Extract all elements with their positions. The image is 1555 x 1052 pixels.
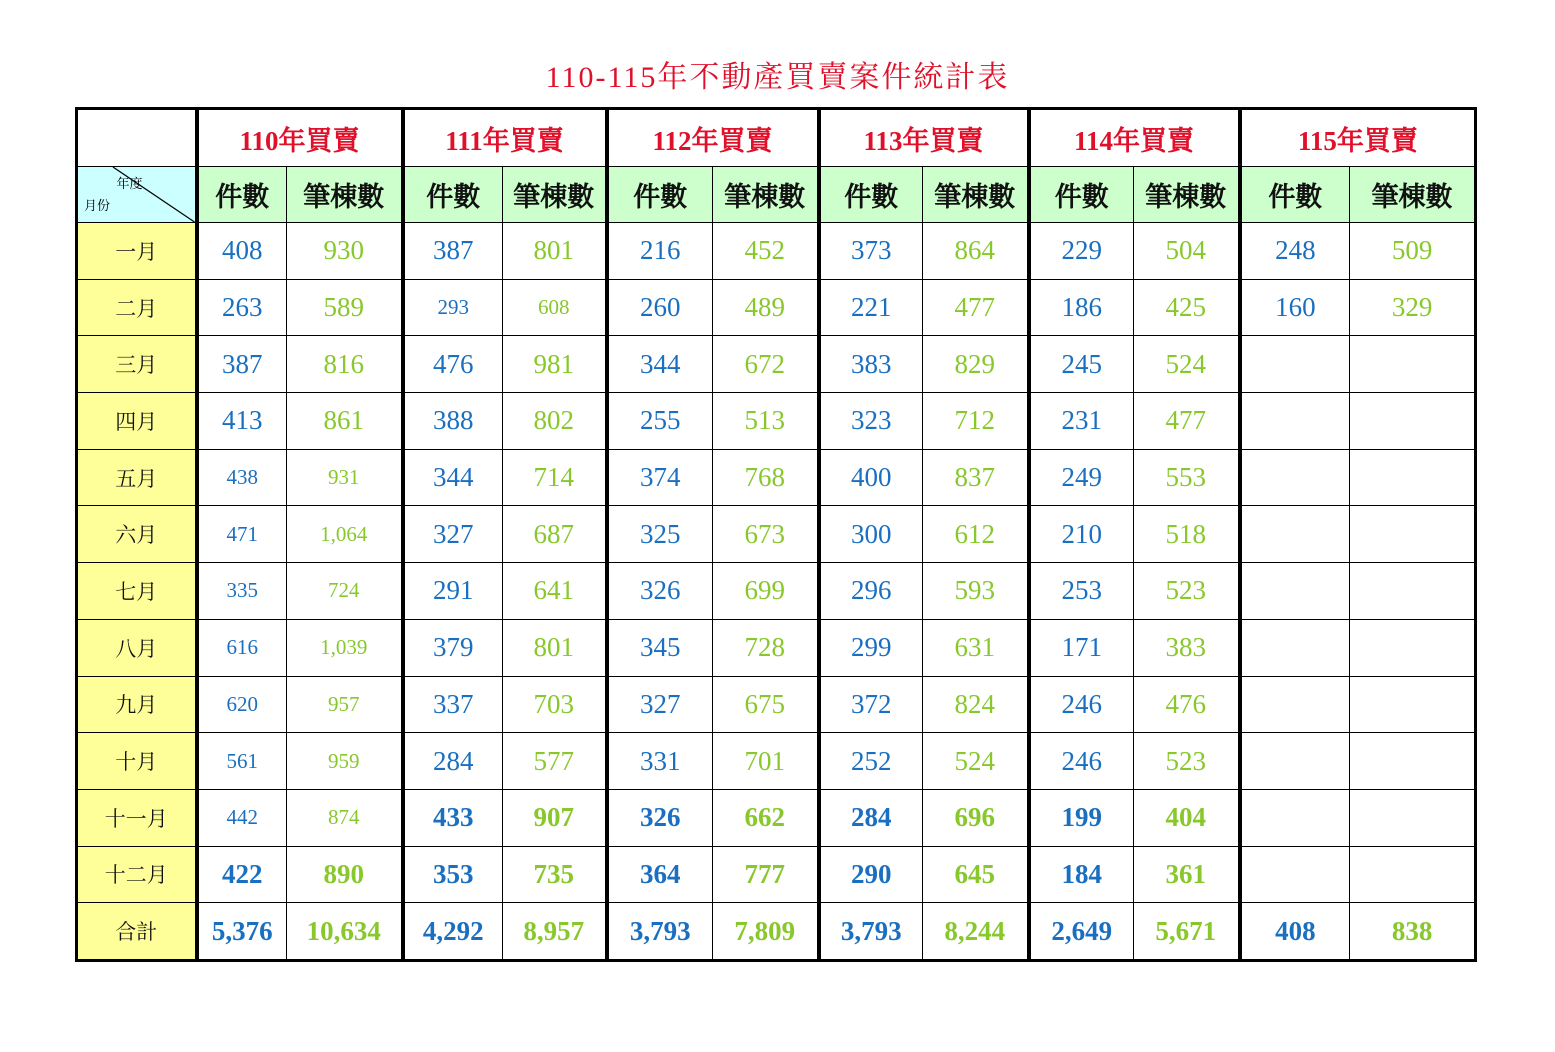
- year-header: 114年買賣: [1029, 109, 1240, 167]
- table-row: [77, 789, 1476, 846]
- statistics-table: [75, 107, 1477, 962]
- table-title: 110-115年不動產買賣案件統計表: [545, 61, 1010, 94]
- count-cell: 383: [819, 336, 923, 393]
- buildings-cell: [1350, 619, 1476, 676]
- buildings-cell: [1350, 336, 1476, 393]
- buildings-cell: 930: [287, 223, 403, 280]
- buildings-cell: 631: [923, 619, 1029, 676]
- count-cell: 255: [607, 393, 713, 450]
- buildings-cell: 553: [1134, 449, 1240, 506]
- count-cell: 345: [607, 619, 713, 676]
- count-cell: 290: [819, 846, 923, 903]
- buildings-cell: 8,244: [923, 903, 1029, 961]
- buildings-cell: 513: [713, 393, 819, 450]
- count-cell: 260: [607, 279, 713, 336]
- buildings-cell: 699: [713, 563, 819, 620]
- month-label: 三月: [77, 336, 197, 393]
- count-cell: 364: [607, 846, 713, 903]
- buildings-cell: 728: [713, 619, 819, 676]
- table-row: [77, 619, 1476, 676]
- count-cell: 186: [1029, 279, 1134, 336]
- buildings-cell: 523: [1134, 733, 1240, 790]
- month-label: 九月: [77, 676, 197, 733]
- buildings-cell: 801: [503, 223, 607, 280]
- table-row: [77, 563, 1476, 620]
- corner-month-label: 月份: [84, 198, 111, 213]
- buildings-cell: 687: [503, 506, 607, 563]
- buildings-cell: [1350, 676, 1476, 733]
- count-cell: 413: [197, 393, 287, 450]
- count-cell: 335: [197, 563, 287, 620]
- count-cell: 284: [403, 733, 503, 790]
- sub-header-count: 件數: [403, 167, 503, 223]
- sub-header-row: [77, 167, 1476, 223]
- sub-header-count: 件數: [819, 167, 923, 223]
- buildings-cell: 890: [287, 846, 403, 903]
- table-row: [77, 506, 1476, 563]
- sub-header-buildings: 筆棟數: [1350, 167, 1476, 223]
- count-cell: [1240, 619, 1350, 676]
- count-cell: 263: [197, 279, 287, 336]
- count-cell: 337: [403, 676, 503, 733]
- buildings-cell: 696: [923, 789, 1029, 846]
- buildings-cell: 361: [1134, 846, 1240, 903]
- buildings-cell: 768: [713, 449, 819, 506]
- count-cell: 245: [1029, 336, 1134, 393]
- buildings-cell: 577: [503, 733, 607, 790]
- sub-header-buildings: 筆棟數: [287, 167, 403, 223]
- count-cell: [1240, 733, 1350, 790]
- buildings-cell: 608: [503, 279, 607, 336]
- buildings-cell: [1350, 563, 1476, 620]
- sub-header-count: 件數: [1240, 167, 1350, 223]
- count-cell: 327: [607, 676, 713, 733]
- count-cell: 300: [819, 506, 923, 563]
- month-label: 一月: [77, 223, 197, 280]
- buildings-cell: [1350, 789, 1476, 846]
- buildings-cell: 816: [287, 336, 403, 393]
- count-cell: 284: [819, 789, 923, 846]
- count-cell: [1240, 676, 1350, 733]
- month-label: 六月: [77, 506, 197, 563]
- month-label: 八月: [77, 619, 197, 676]
- buildings-cell: 489: [713, 279, 819, 336]
- buildings-cell: 589: [287, 279, 403, 336]
- table-row: [77, 449, 1476, 506]
- corner-blank-cell: [77, 109, 197, 167]
- count-cell: 620: [197, 676, 287, 733]
- buildings-cell: 641: [503, 563, 607, 620]
- count-cell: 216: [607, 223, 713, 280]
- buildings-cell: 981: [503, 336, 607, 393]
- sub-header-buildings: 筆棟數: [713, 167, 819, 223]
- count-cell: 442: [197, 789, 287, 846]
- count-cell: 331: [607, 733, 713, 790]
- month-label: 七月: [77, 563, 197, 620]
- buildings-cell: 383: [1134, 619, 1240, 676]
- count-cell: 199: [1029, 789, 1134, 846]
- count-cell: 249: [1029, 449, 1134, 506]
- table-row: [77, 336, 1476, 393]
- count-cell: 388: [403, 393, 503, 450]
- buildings-cell: 504: [1134, 223, 1240, 280]
- buildings-cell: 838: [1350, 903, 1476, 961]
- count-cell: 379: [403, 619, 503, 676]
- count-cell: 5,376: [197, 903, 287, 961]
- buildings-cell: 524: [923, 733, 1029, 790]
- month-label: 合計: [77, 903, 197, 961]
- buildings-cell: 523: [1134, 563, 1240, 620]
- buildings-cell: 477: [1134, 393, 1240, 450]
- count-cell: 325: [607, 506, 713, 563]
- count-cell: 229: [1029, 223, 1134, 280]
- buildings-cell: 477: [923, 279, 1029, 336]
- count-cell: 471: [197, 506, 287, 563]
- year-header: 111年買賣: [403, 109, 607, 167]
- buildings-cell: 672: [713, 336, 819, 393]
- sub-header-buildings: 筆棟數: [1134, 167, 1240, 223]
- count-cell: 616: [197, 619, 287, 676]
- buildings-cell: [1350, 393, 1476, 450]
- sub-header-buildings: 筆棟數: [503, 167, 607, 223]
- count-cell: 327: [403, 506, 503, 563]
- month-label: 四月: [77, 393, 197, 450]
- count-cell: 296: [819, 563, 923, 620]
- count-cell: 171: [1029, 619, 1134, 676]
- count-cell: [1240, 506, 1350, 563]
- buildings-cell: 5,671: [1134, 903, 1240, 961]
- buildings-cell: 931: [287, 449, 403, 506]
- buildings-cell: 861: [287, 393, 403, 450]
- count-cell: 299: [819, 619, 923, 676]
- sub-header-count: 件數: [197, 167, 287, 223]
- buildings-cell: 724: [287, 563, 403, 620]
- count-cell: 253: [1029, 563, 1134, 620]
- count-cell: 3,793: [607, 903, 713, 961]
- sub-header-count: 件數: [1029, 167, 1134, 223]
- count-cell: 323: [819, 393, 923, 450]
- count-cell: 408: [1240, 903, 1350, 961]
- count-cell: 246: [1029, 676, 1134, 733]
- buildings-cell: 662: [713, 789, 819, 846]
- buildings-cell: 837: [923, 449, 1029, 506]
- buildings-cell: 801: [503, 619, 607, 676]
- count-cell: 408: [197, 223, 287, 280]
- buildings-cell: 701: [713, 733, 819, 790]
- buildings-cell: 593: [923, 563, 1029, 620]
- buildings-cell: 645: [923, 846, 1029, 903]
- buildings-cell: 907: [503, 789, 607, 846]
- count-cell: 184: [1029, 846, 1134, 903]
- buildings-cell: 824: [923, 676, 1029, 733]
- count-cell: 353: [403, 846, 503, 903]
- table-row: [77, 676, 1476, 733]
- buildings-cell: 957: [287, 676, 403, 733]
- count-cell: 231: [1029, 393, 1134, 450]
- month-label: 五月: [77, 449, 197, 506]
- buildings-cell: 425: [1134, 279, 1240, 336]
- count-cell: 210: [1029, 506, 1134, 563]
- buildings-cell: 404: [1134, 789, 1240, 846]
- buildings-cell: 8,957: [503, 903, 607, 961]
- buildings-cell: 476: [1134, 676, 1240, 733]
- buildings-cell: 673: [713, 506, 819, 563]
- buildings-cell: [1350, 449, 1476, 506]
- table-row: [77, 223, 1476, 280]
- buildings-cell: [1350, 846, 1476, 903]
- corner-year-label: 年度: [116, 176, 143, 191]
- sub-header-count: 件數: [607, 167, 713, 223]
- buildings-cell: 1,039: [287, 619, 403, 676]
- count-cell: 246: [1029, 733, 1134, 790]
- table-row: [77, 846, 1476, 903]
- buildings-cell: 874: [287, 789, 403, 846]
- month-label: 十一月: [77, 789, 197, 846]
- count-cell: 3,793: [819, 903, 923, 961]
- count-cell: 252: [819, 733, 923, 790]
- buildings-cell: 524: [1134, 336, 1240, 393]
- buildings-cell: 714: [503, 449, 607, 506]
- buildings-cell: 959: [287, 733, 403, 790]
- count-cell: 4,292: [403, 903, 503, 961]
- count-cell: 293: [403, 279, 503, 336]
- buildings-cell: [1350, 506, 1476, 563]
- year-header: 110年買賣: [197, 109, 403, 167]
- buildings-cell: 703: [503, 676, 607, 733]
- buildings-cell: 7,809: [713, 903, 819, 961]
- buildings-cell: 829: [923, 336, 1029, 393]
- month-label: 二月: [77, 279, 197, 336]
- count-cell: 326: [607, 789, 713, 846]
- count-cell: 326: [607, 563, 713, 620]
- count-cell: 476: [403, 336, 503, 393]
- buildings-cell: 864: [923, 223, 1029, 280]
- buildings-cell: 518: [1134, 506, 1240, 563]
- count-cell: 372: [819, 676, 923, 733]
- count-cell: 344: [607, 336, 713, 393]
- count-cell: 344: [403, 449, 503, 506]
- count-cell: 561: [197, 733, 287, 790]
- count-cell: 373: [819, 223, 923, 280]
- count-cell: [1240, 563, 1350, 620]
- buildings-cell: 1,064: [287, 506, 403, 563]
- buildings-cell: 735: [503, 846, 607, 903]
- count-cell: 433: [403, 789, 503, 846]
- table-row: [77, 279, 1476, 336]
- month-label: 十月: [77, 733, 197, 790]
- count-cell: [1240, 393, 1350, 450]
- year-header: 112年買賣: [607, 109, 819, 167]
- count-cell: 2,649: [1029, 903, 1134, 961]
- count-cell: 374: [607, 449, 713, 506]
- total-row: [77, 903, 1476, 961]
- count-cell: [1240, 336, 1350, 393]
- buildings-cell: 612: [923, 506, 1029, 563]
- table-row: [77, 393, 1476, 450]
- count-cell: [1240, 449, 1350, 506]
- count-cell: 422: [197, 846, 287, 903]
- count-cell: 221: [819, 279, 923, 336]
- buildings-cell: 802: [503, 393, 607, 450]
- count-cell: 438: [197, 449, 287, 506]
- count-cell: 387: [197, 336, 287, 393]
- count-cell: 291: [403, 563, 503, 620]
- count-cell: 400: [819, 449, 923, 506]
- buildings-cell: 675: [713, 676, 819, 733]
- year-header: 115年買賣: [1240, 109, 1476, 167]
- buildings-cell: 10,634: [287, 903, 403, 961]
- buildings-cell: 452: [713, 223, 819, 280]
- count-cell: 248: [1240, 223, 1350, 280]
- sub-header-buildings: 筆棟數: [923, 167, 1029, 223]
- count-cell: [1240, 846, 1350, 903]
- buildings-cell: 509: [1350, 223, 1476, 280]
- buildings-cell: [1350, 733, 1476, 790]
- month-label: 十二月: [77, 846, 197, 903]
- year-header-row: [77, 109, 1476, 167]
- table-row: [77, 733, 1476, 790]
- year-header: 113年買賣: [819, 109, 1029, 167]
- count-cell: 387: [403, 223, 503, 280]
- count-cell: 160: [1240, 279, 1350, 336]
- buildings-cell: 777: [713, 846, 819, 903]
- count-cell: [1240, 789, 1350, 846]
- corner-diagonal-cell: [77, 167, 197, 223]
- buildings-cell: 712: [923, 393, 1029, 450]
- buildings-cell: 329: [1350, 279, 1476, 336]
